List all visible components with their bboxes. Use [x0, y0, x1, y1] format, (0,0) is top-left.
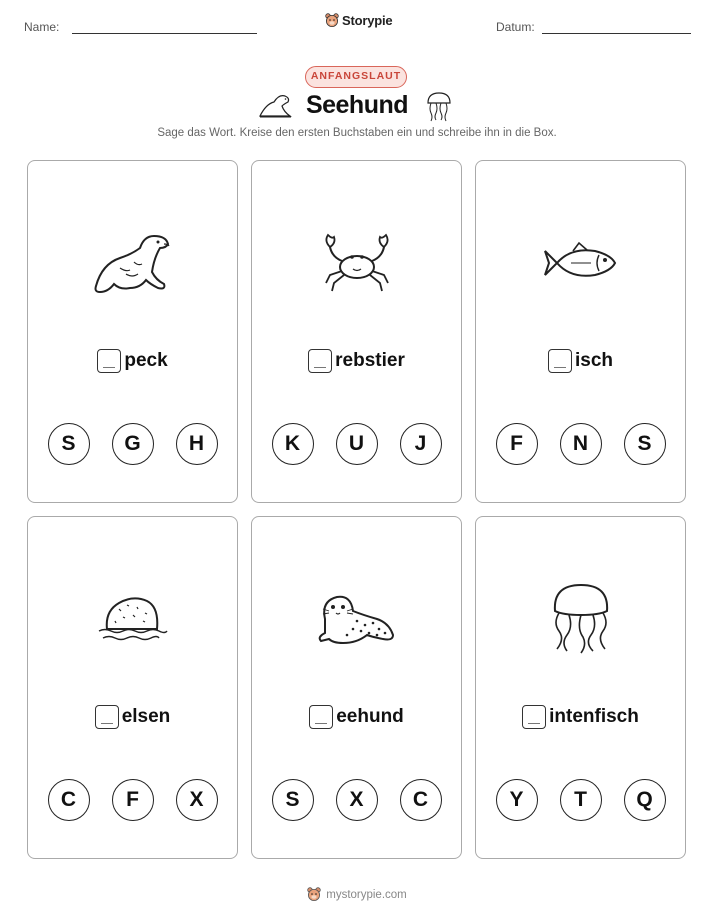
name-line[interactable] — [72, 33, 257, 34]
letter-option[interactable]: F — [112, 779, 154, 821]
instructions: Sage das Wort. Kreise den ersten Buchstaben ein und schreibe ihn in die Box. — [157, 127, 557, 139]
word — [28, 705, 237, 729]
answer-box[interactable] — [97, 349, 121, 373]
letter-options — [476, 779, 685, 821]
seal-icon — [317, 589, 397, 649]
letter-options — [28, 423, 237, 465]
word-text: intenfisch — [549, 706, 639, 727]
date-label: Datum: — [496, 20, 535, 34]
brand-logo — [325, 13, 392, 28]
letter-option[interactable]: X — [336, 779, 378, 821]
letter-option[interactable]: Q — [624, 779, 666, 821]
jellyfish-icon — [425, 90, 453, 122]
word — [252, 705, 461, 729]
word-text: rebstier — [335, 350, 405, 371]
jellyfish-icon — [549, 581, 613, 657]
letter-option[interactable]: S — [624, 423, 666, 465]
word-text: peck — [124, 350, 168, 371]
letter-option[interactable]: J — [400, 423, 442, 465]
word-text: elsen — [121, 706, 171, 727]
category-badge: ANFANGSLAUT — [305, 66, 407, 88]
letter-option[interactable]: F — [496, 423, 538, 465]
bear-logo-icon — [325, 13, 339, 28]
brand-name: Storypie — [342, 13, 393, 28]
name-label: Name: — [24, 20, 60, 34]
word — [28, 349, 237, 373]
bear-logo-icon — [307, 887, 321, 902]
answer-box[interactable] — [522, 705, 546, 729]
card-1 — [27, 160, 238, 503]
word-text: isch — [574, 350, 614, 371]
letter-option[interactable]: C — [400, 779, 442, 821]
crab-icon — [322, 231, 392, 295]
answer-box[interactable] — [308, 349, 332, 373]
card-3 — [475, 160, 686, 503]
sea-lion-icon — [90, 228, 176, 298]
letter-option[interactable]: Y — [496, 779, 538, 821]
answer-box[interactable] — [95, 705, 119, 729]
letter-options — [252, 423, 461, 465]
word — [476, 705, 685, 729]
card-6 — [475, 516, 686, 859]
card-2 — [251, 160, 462, 503]
fish-icon — [543, 241, 619, 285]
page-title: Seehund — [305, 91, 409, 119]
letter-option[interactable]: H — [176, 423, 218, 465]
card-5 — [251, 516, 462, 859]
answer-box[interactable] — [309, 705, 333, 729]
letter-options — [476, 423, 685, 465]
letter-option[interactable]: C — [48, 779, 90, 821]
word — [476, 349, 685, 373]
letter-options — [28, 779, 237, 821]
footer-url: mystorypie.com — [326, 888, 407, 901]
card-4 — [27, 516, 238, 859]
footer — [0, 887, 714, 902]
letter-option[interactable]: N — [560, 423, 602, 465]
rock-icon — [97, 593, 169, 645]
letter-options — [252, 779, 461, 821]
letter-option[interactable]: S — [272, 779, 314, 821]
letter-option[interactable]: X — [176, 779, 218, 821]
letter-option[interactable]: T — [560, 779, 602, 821]
date-line[interactable] — [542, 33, 691, 34]
word — [252, 349, 461, 373]
letter-option[interactable]: U — [336, 423, 378, 465]
word-text: eehund — [336, 706, 404, 727]
letter-option[interactable]: K — [272, 423, 314, 465]
letter-option[interactable]: S — [48, 423, 90, 465]
letter-option[interactable]: G — [112, 423, 154, 465]
answer-box[interactable] — [548, 349, 572, 373]
